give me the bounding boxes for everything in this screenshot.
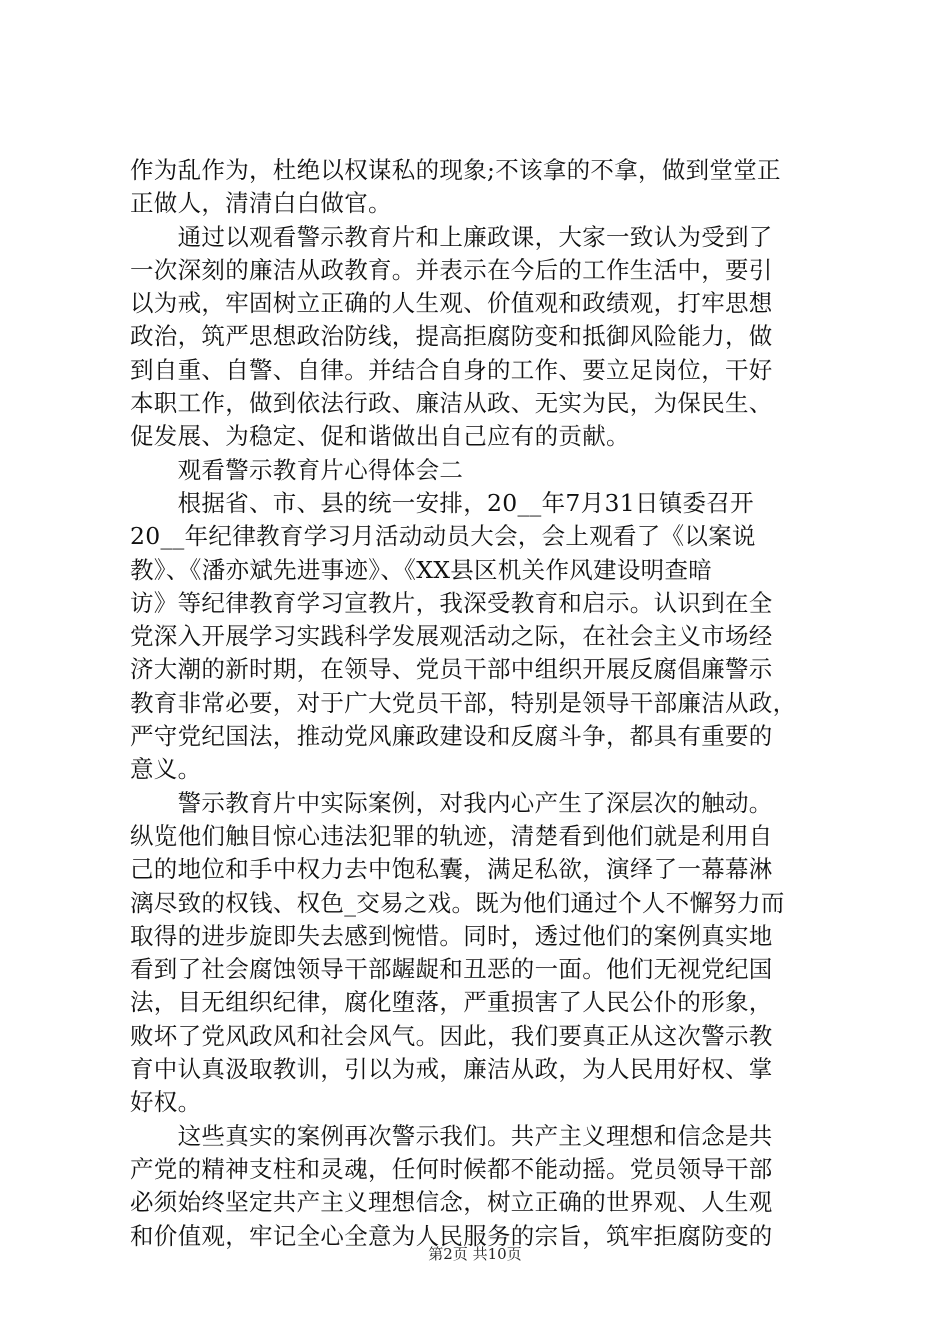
text-line: 纵览他们触目惊心违法犯罪的轨迹，清楚看到他们就是利用自 [130, 821, 773, 850]
text-line: 育中认真汲取教训，引以为戒，廉洁从政，为人民用好权、掌 [130, 1055, 773, 1084]
text-line: 严守党纪国法，推动党风廉政建设和反腐斗争，都具有重要的 [130, 722, 773, 751]
text-line: 己的地位和手中权力去中饱私囊，满足私欲，演绎了一幕幕淋 [130, 855, 773, 884]
text-line: 根据省、市、县的统一安排，20__年7月31日镇委召开 [130, 488, 754, 517]
text-line: 必须始终坚定共产主义理想信念，树立正确的世界观、人生观 [130, 1188, 773, 1217]
section-heading: 观看警示教育片心得体会二 [130, 455, 464, 484]
text-line: 看到了社会腐蚀领导干部龌龊和丑恶的一面。他们无视党纪国 [130, 955, 773, 984]
text-line: 政治，筑严思想政治防线，提高拒腐防变和抵御风险能力，做 [130, 322, 773, 351]
text-line: 正做人，清清白白做官。 [130, 189, 392, 218]
text-line: 教育非常必要，对于广大党员干部，特别是领导干部廉洁从政， [130, 688, 797, 717]
text-line: 20__年纪律教育学习月活动动员大会，会上观看了《以案说 [130, 522, 756, 551]
text-line: 访》等纪律教育学习宣教片，我深受教育和启示。认识到在全 [130, 588, 773, 617]
text-line: 一次深刻的廉洁从政教育。并表示在今后的工作生活中，要引 [130, 255, 773, 284]
text-line: 漓尽致的权钱、权色_交易之戏。既为他们通过个人不懈努力而 [130, 888, 785, 917]
text-line: 和价值观，牢记全心全意为人民服务的宗旨，筑牢拒腐防变的 [130, 1221, 773, 1250]
text-line: 济大潮的新时期，在领导、党员干部中组织开展反腐倡廉警示 [130, 655, 773, 684]
text-line: 取得的进步旋即失去感到惋惜。同时，透过他们的案例真实地 [130, 921, 773, 950]
text-line: 法，目无组织纪律，腐化堕落，严重损害了人民公仆的形象， [130, 988, 773, 1017]
page-number-footer: 第2页 共10页 [428, 1245, 522, 1263]
text-line: 警示教育片中实际案例，对我内心产生了深层次的触动。 [130, 788, 773, 817]
text-line: 好权。 [130, 1088, 202, 1117]
text-line: 作为乱作为，杜绝以权谋私的现象;不该拿的不拿，做到堂堂正 [130, 156, 781, 184]
text-line: 意义。 [130, 755, 202, 784]
document-body [130, 154, 830, 1253]
text-line: 通过以观看警示教育片和上廉政课，大家一致认为受到了 [130, 222, 773, 251]
text-line: 这些真实的案例再次警示我们。共产主义理想和信念是共 [130, 1121, 773, 1150]
text-line: 以为戒，牢固树立正确的人生观、价值观和政绩观，打牢思想 [130, 289, 773, 318]
text-line: 本职工作，做到依法行政、廉洁从政、无实为民，为保民生、 [130, 389, 773, 418]
text-line: 败坏了党风政风和社会风气。因此，我们要真正从这次警示教 [130, 1021, 773, 1050]
text-line: 产党的精神支柱和灵魂，任何时候都不能动摇。党员领导干部 [130, 1154, 773, 1183]
text-line: 到自重、自警、自律。并结合自身的工作、要立足岗位，干好 [130, 355, 773, 384]
text-line: 教》、《潘亦斌先进事迹》、《XX县区机关作风建设明查暗 [130, 555, 713, 584]
text-line: 促发展、为稳定、促和谐做出自己应有的贡献。 [130, 422, 630, 451]
text-line: 党深入开展学习实践科学发展观活动之际，在社会主义市场经 [130, 622, 773, 651]
